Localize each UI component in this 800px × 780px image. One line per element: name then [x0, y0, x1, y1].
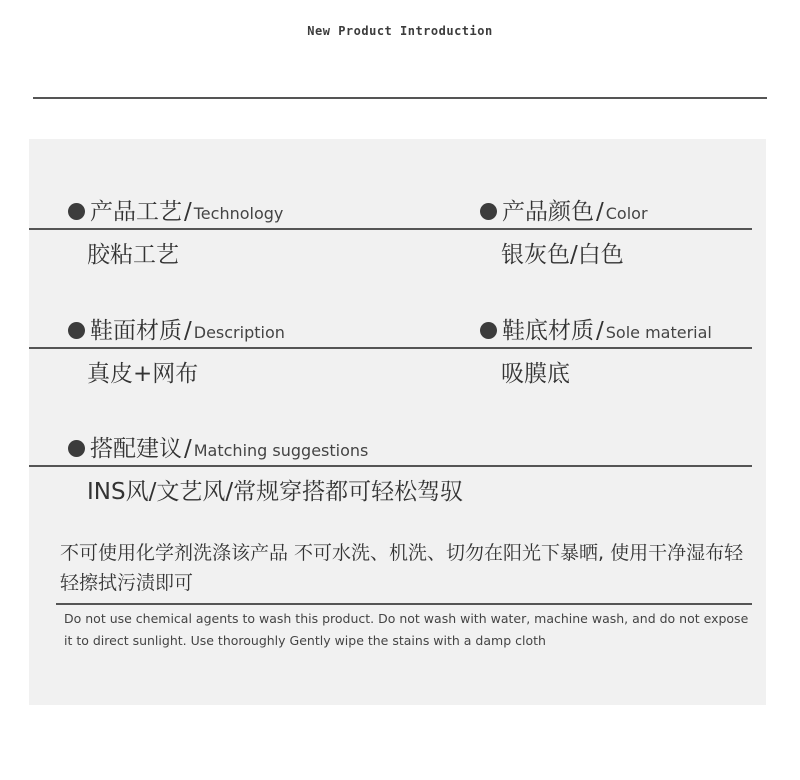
field-matching-suggestions-header: [29, 430, 752, 467]
label-separator: /: [184, 436, 192, 462]
field-description-value: 真皮+网布: [87, 361, 199, 387]
label-separator: /: [184, 318, 192, 344]
field-color-label-en: Color: [605, 204, 648, 223]
field-color-header: [480, 193, 752, 230]
field-technology: [29, 193, 480, 269]
bullet-icon: [68, 203, 85, 220]
field-technology-header: [29, 193, 480, 230]
label-separator: /: [596, 318, 604, 344]
field-sole-material-value: 吸膜底: [501, 361, 570, 387]
title-divider: [33, 97, 767, 99]
field-sole-material-label-zh: 鞋底材质: [502, 318, 594, 344]
field-technology-label-en: Technology: [193, 204, 284, 223]
label-separator: /: [596, 199, 604, 225]
field-description-header: [29, 312, 480, 349]
field-matching-suggestions-label-zh: 搭配建议: [90, 436, 182, 462]
field-sole-material-label-en: Sole material: [605, 323, 712, 342]
field-technology-value: 胶粘工艺: [87, 242, 179, 268]
bullet-icon: [480, 322, 497, 339]
care-instructions-en: Do not use chemical agents to wash this product. Do not wash with water, machine wash, and do not expose it to direct sunlight. Use thoroughly Gently wipe the stains with a damp cloth: [64, 611, 749, 648]
field-description-label-zh: 鞋面材质: [90, 318, 182, 344]
page-title: New Product Introduction: [307, 24, 493, 38]
care-instructions-zh: 不可使用化学剂洗涤该产品 不可水洗、机洗、切勿在阳光下暴晒, 使用干净湿布轻轻擦拭污渍即可: [60, 542, 744, 594]
bullet-icon: [68, 440, 85, 457]
field-sole-material: [480, 312, 752, 388]
bullet-icon: [68, 322, 85, 339]
field-matching-suggestions-value: INS风/文艺风/常规穿搭都可轻松驾驭: [87, 479, 464, 505]
bullet-icon: [480, 203, 497, 220]
label-separator: /: [184, 199, 192, 225]
field-sole-material-header: [480, 312, 752, 349]
field-matching-suggestions: [29, 430, 752, 506]
field-description-label-en: Description: [193, 323, 285, 342]
field-technology-label-zh: 产品工艺: [90, 199, 182, 225]
field-color-value: 银灰色/白色: [501, 242, 624, 268]
field-color-label-zh: 产品颜色: [502, 199, 594, 225]
field-color: [480, 193, 752, 269]
field-matching-suggestions-label-en: Matching suggestions: [193, 441, 369, 460]
field-description: [29, 312, 480, 388]
care-divider: [56, 603, 752, 605]
